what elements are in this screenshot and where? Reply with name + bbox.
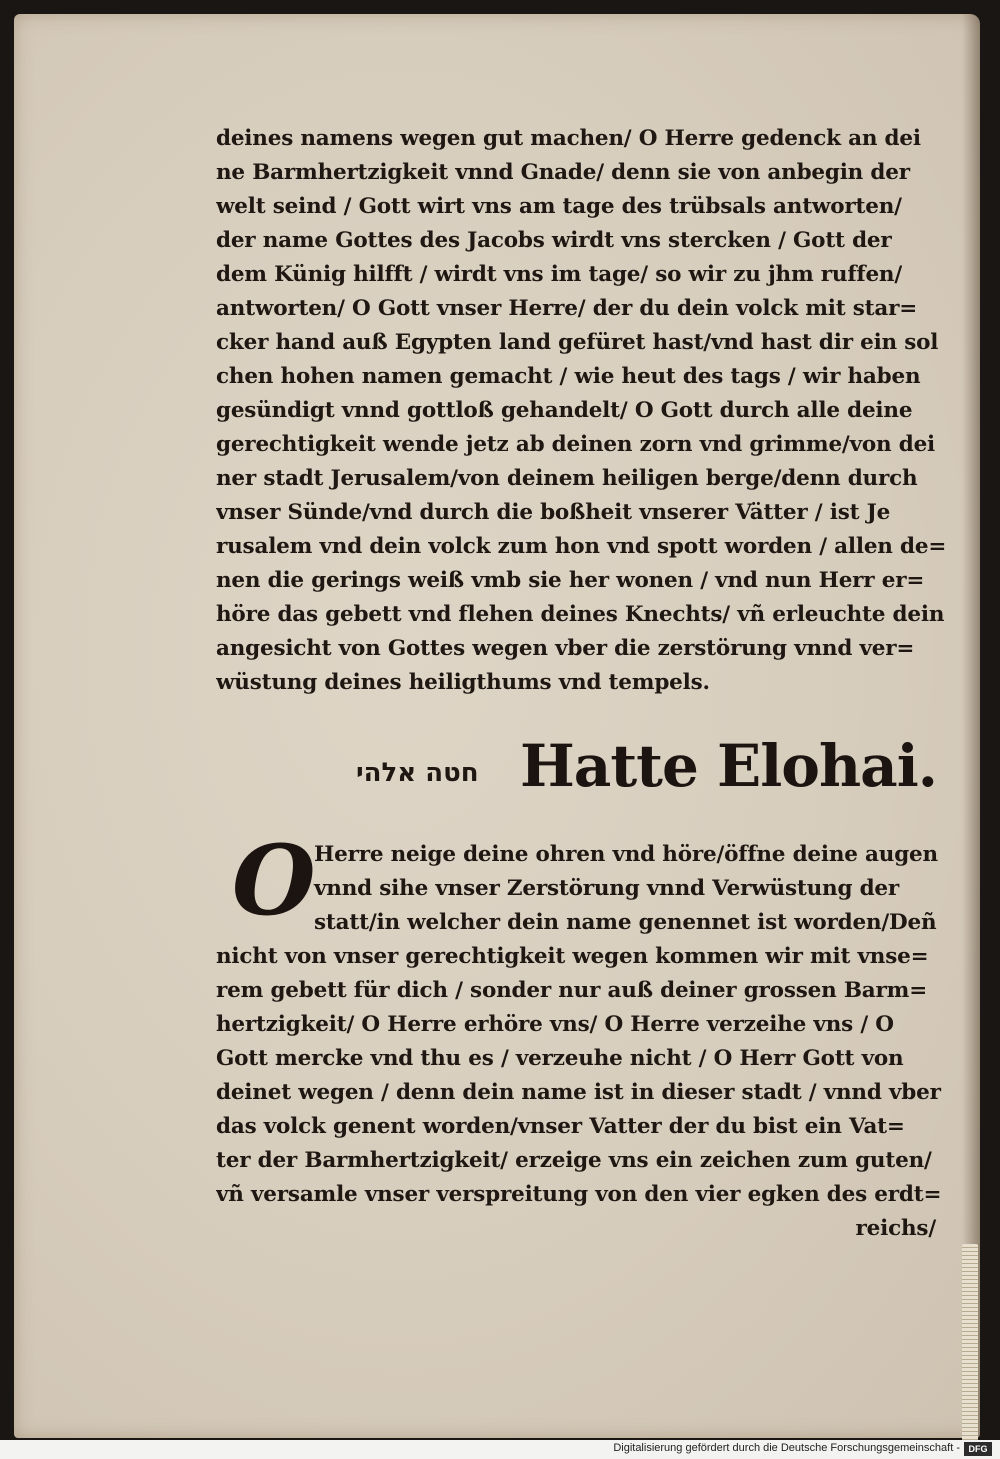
text-line: gesündigt vnnd gottloß gehandelt/ O Gott durch alle deine [216, 398, 913, 423]
text-line: ne Barmhertzigkeit vnnd Gnade/ denn sie von anbegin der [216, 160, 910, 185]
text-line: der name Gottes des Jacobs wirdt vns stercken / Gott der [216, 228, 892, 253]
text-line: vnnd sihe vnser Zerstörung vnnd Verwüstung der [314, 876, 900, 901]
text-line: cker hand auß Egypten land gefüret hast/vnd hast dir ein sol [216, 330, 939, 355]
text-line: höre das gebett vnd flehen deines Knechts/ vñ erleuchte dein [216, 602, 945, 627]
text-line: ner stadt Jerusalem/von deinem heiligen berge/denn durch [216, 466, 918, 491]
text-line: nicht von vnser gerechtigkeit wegen kommen wir mit vnse= [216, 944, 929, 969]
text-line: rem gebett für dich / sonder nur auß deiner grossen Barm= [216, 978, 928, 1003]
text-line: rusalem vnd dein volck zum hon vnd spott worden / allen de= [216, 534, 947, 559]
paragraph-1 [216, 122, 956, 700]
heading-hebrew: חטה אלהי [356, 758, 479, 788]
text-line: ter der Barmhertzigkeit/ erzeige vns ein zeichen zum guten/ [216, 1148, 932, 1173]
text-line: nen die gerings weiß vmb sie her wonen / vnd nun Herr er= [216, 568, 925, 593]
text-line: dem Künig hilfft / wirdt vns im tage/ so wir zu jhm ruffen/ [216, 262, 903, 287]
footer-bar [0, 1440, 1000, 1459]
page-edge-stack [962, 1244, 978, 1444]
text-line: das volck genent worden/vnser Vatter der du bist ein Vat= [216, 1114, 905, 1139]
text-line: antworten/ O Gott vnser Herre/ der du dein volck mit star= [216, 296, 918, 321]
text-line: angesicht von Gottes wegen vber die zerstörung vnnd ver= [216, 636, 915, 661]
text-line: deinet wegen / denn dein name ist in dieser stadt / vnnd vber [216, 1080, 941, 1105]
dfg-logo: DFG [964, 1442, 992, 1456]
text-line: vñ versamle vnser verspreitung von den vier egken des erdt= [216, 1182, 942, 1207]
text-line: hertzigkeit/ O Herre erhöre vns/ O Herre verzeihe vns / O [216, 1012, 894, 1037]
text-line: vnser Sünde/vnd durch die boßheit vnserer Vätter / ist Je [216, 500, 891, 525]
text-line: welt seind / Gott wirt vns am tage des trübsals antworten/ [216, 194, 902, 219]
text-line: deines namens wegen gut machen/ O Herre gedenck an dei [216, 126, 921, 151]
drop-cap-letter: O [232, 824, 316, 937]
catchword: reichs/ [855, 1216, 936, 1241]
paragraph-2 [216, 838, 956, 1246]
text-line: Herre neige deine ohren vnd höre/öffne deine augen [314, 842, 938, 867]
text-line: statt/in welcher dein name genennet ist worden/Deñ [314, 910, 937, 935]
funding-credit: Digitalisierung gefördert durch die Deutsche Forschungsgemeinschaft - [613, 1442, 960, 1454]
heading-latin: Hatte Elohai. [520, 732, 937, 800]
text-line: chen hohen namen gemacht / wie heut des tags / wir haben [216, 364, 921, 389]
section-heading [0, 728, 1000, 818]
text-line: gerechtigkeit wende jetz ab deinen zorn vnd grimme/von dei [216, 432, 936, 457]
text-line: Gott mercke vnd thu es / verzeuhe nicht / O Herr Gott von [216, 1046, 904, 1071]
text-line: wüstung deines heiligthums vnd tempels. [216, 670, 710, 695]
page-gutter-shadow [962, 14, 980, 1438]
